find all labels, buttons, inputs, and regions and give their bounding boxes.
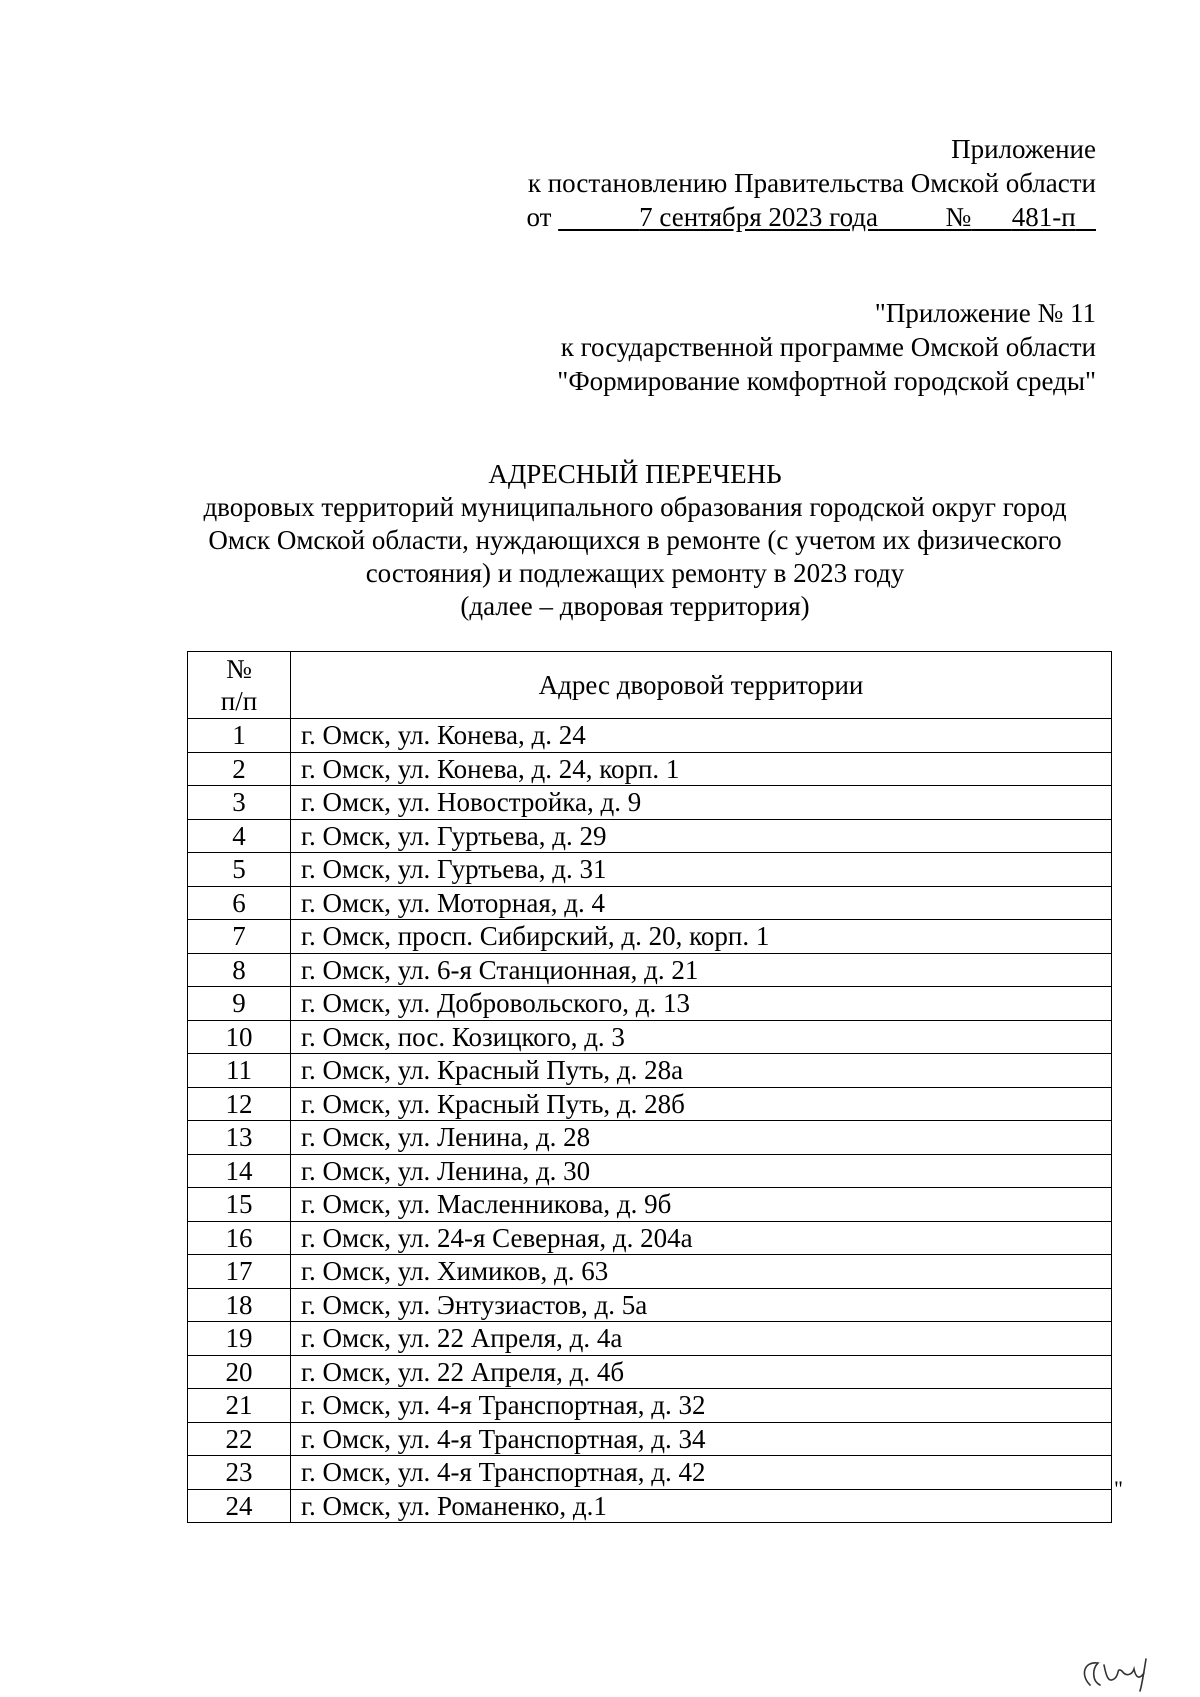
row-address: г. Омск, ул. 4-я Транспортная, д. 42 bbox=[291, 1456, 1112, 1490]
column-header-address: Адрес дворовой территории bbox=[291, 652, 1112, 719]
closing-quote: " bbox=[1114, 1476, 1123, 1501]
table-row bbox=[188, 886, 1112, 920]
row-address: г. Омск, ул. 22 Апреля, д. 4б bbox=[291, 1355, 1112, 1389]
row-address: г. Омск, ул. Энтузиастов, д. 5а bbox=[291, 1288, 1112, 1322]
table-row bbox=[188, 987, 1112, 1021]
title-heading: АДРЕСНЫЙ ПЕРЕЧЕНЬ bbox=[488, 459, 782, 489]
row-number: 21 bbox=[188, 1389, 291, 1423]
row-address: г. Омск, пос. Козицкого, д. 3 bbox=[291, 1020, 1112, 1054]
title-line-2: дворовых территорий муниципального образования городской округ город bbox=[203, 492, 1067, 522]
resolution-date: 7 сентября 2023 года bbox=[639, 202, 879, 232]
title-line-3: Омск Омской области, нуждающихся в ремонте (с учетом их физического bbox=[208, 525, 1062, 555]
row-address: г. Омск, ул. Конева, д. 24, корп. 1 bbox=[291, 752, 1112, 786]
row-address: г. Омск, ул. 24-я Северная, д. 204а bbox=[291, 1221, 1112, 1255]
row-address: г. Омск, ул. 4-я Транспортная, д. 34 bbox=[291, 1422, 1112, 1456]
program-appendix-reference bbox=[557, 296, 1096, 398]
row-address: г. Омск, просп. Сибирский, д. 20, корп. 1 bbox=[291, 920, 1112, 954]
row-address: г. Омск, ул. Моторная, д. 4 bbox=[291, 886, 1112, 920]
row-number: 3 bbox=[188, 786, 291, 820]
program-reference: к государственной программе Омской области bbox=[560, 332, 1096, 362]
table-row bbox=[188, 853, 1112, 887]
row-number: 24 bbox=[188, 1489, 291, 1523]
program-appendix-number: "Приложение № 11 bbox=[874, 298, 1096, 328]
table-row bbox=[188, 1422, 1112, 1456]
table-row bbox=[188, 953, 1112, 987]
table-row bbox=[188, 1087, 1112, 1121]
table-row bbox=[188, 1020, 1112, 1054]
row-address: г. Омск, ул. Гуртьева, д. 29 bbox=[291, 819, 1112, 853]
row-number: 7 bbox=[188, 920, 291, 954]
table-row bbox=[188, 786, 1112, 820]
table-row bbox=[188, 920, 1112, 954]
row-number: 9 bbox=[188, 987, 291, 1021]
row-number: 23 bbox=[188, 1456, 291, 1490]
table-row bbox=[188, 1255, 1112, 1289]
resolution-date-line bbox=[526, 200, 1096, 234]
row-number: 16 bbox=[188, 1221, 291, 1255]
appendix-label: Приложение bbox=[951, 134, 1096, 164]
table-row bbox=[188, 1221, 1112, 1255]
table-row bbox=[188, 1389, 1112, 1423]
table-row bbox=[188, 1288, 1112, 1322]
row-address: г. Омск, ул. 6-я Станционная, д. 21 bbox=[291, 953, 1112, 987]
row-number: 6 bbox=[188, 886, 291, 920]
row-address: г. Омск, ул. Новостройка, д. 9 bbox=[291, 786, 1112, 820]
address-table bbox=[187, 651, 1112, 1523]
title-line-5: (далее – дворовая территория) bbox=[460, 591, 810, 621]
table-row bbox=[188, 1154, 1112, 1188]
table-row bbox=[188, 1188, 1112, 1222]
row-number: 14 bbox=[188, 1154, 291, 1188]
row-number: 4 bbox=[188, 819, 291, 853]
row-number: 5 bbox=[188, 853, 291, 887]
table-row bbox=[188, 1456, 1112, 1490]
row-address: г. Омск, ул. Красный Путь, д. 28а bbox=[291, 1054, 1112, 1088]
table-row bbox=[188, 1121, 1112, 1155]
table-row bbox=[188, 1355, 1112, 1389]
row-number: 22 bbox=[188, 1422, 291, 1456]
row-number: 8 bbox=[188, 953, 291, 987]
row-number: 20 bbox=[188, 1355, 291, 1389]
row-number: 18 bbox=[188, 1288, 291, 1322]
row-number: 11 bbox=[188, 1054, 291, 1088]
row-number: 10 bbox=[188, 1020, 291, 1054]
resolution-reference bbox=[526, 132, 1096, 234]
table-header-row bbox=[188, 652, 1112, 719]
row-address: г. Омск, ул. Ленина, д. 28 bbox=[291, 1121, 1112, 1155]
table-row bbox=[188, 1322, 1112, 1356]
row-number: 12 bbox=[188, 1087, 291, 1121]
row-address: г. Омск, ул. Ленина, д. 30 bbox=[291, 1154, 1112, 1188]
row-address: г. Омск, ул. Красный Путь, д. 28б bbox=[291, 1087, 1112, 1121]
row-address: г. Омск, ул. 4-я Транспортная, д. 32 bbox=[291, 1389, 1112, 1423]
row-number: 13 bbox=[188, 1121, 291, 1155]
column-header-number: № п/п bbox=[188, 652, 291, 719]
row-address: г. Омск, ул. Добровольского, д. 13 bbox=[291, 987, 1112, 1021]
row-address: г. Омск, ул. Масленникова, д. 9б bbox=[291, 1188, 1112, 1222]
signature-icon bbox=[1070, 1655, 1190, 1695]
row-number: 17 bbox=[188, 1255, 291, 1289]
row-address: г. Омск, ул. Химиков, д. 63 bbox=[291, 1255, 1112, 1289]
row-number: 15 bbox=[188, 1188, 291, 1222]
row-address: г. Омск, ул. Романенко, д.1 bbox=[291, 1489, 1112, 1523]
title-line-4: состояния) и подлежащих ремонту в 2023 году bbox=[365, 558, 905, 588]
from-label: от bbox=[526, 202, 552, 232]
row-number: 2 bbox=[188, 752, 291, 786]
table-row bbox=[188, 719, 1112, 753]
row-address: г. Омск, ул. 22 Апреля, д. 4а bbox=[291, 1322, 1112, 1356]
number-label: № bbox=[945, 202, 972, 232]
row-number: 1 bbox=[188, 719, 291, 753]
table-row bbox=[188, 1489, 1112, 1523]
table-row bbox=[188, 752, 1112, 786]
table-row bbox=[188, 1054, 1112, 1088]
resolution-number: 481-п bbox=[1011, 202, 1076, 232]
document-title bbox=[160, 458, 1110, 623]
row-address: г. Омск, ул. Гуртьева, д. 31 bbox=[291, 853, 1112, 887]
row-address: г. Омск, ул. Конева, д. 24 bbox=[291, 719, 1112, 753]
row-number: 19 bbox=[188, 1322, 291, 1356]
program-name: "Формирование комфортной городской среды" bbox=[557, 366, 1096, 396]
table-row bbox=[188, 819, 1112, 853]
resolution-title: к постановлению Правительства Омской области bbox=[527, 168, 1096, 198]
